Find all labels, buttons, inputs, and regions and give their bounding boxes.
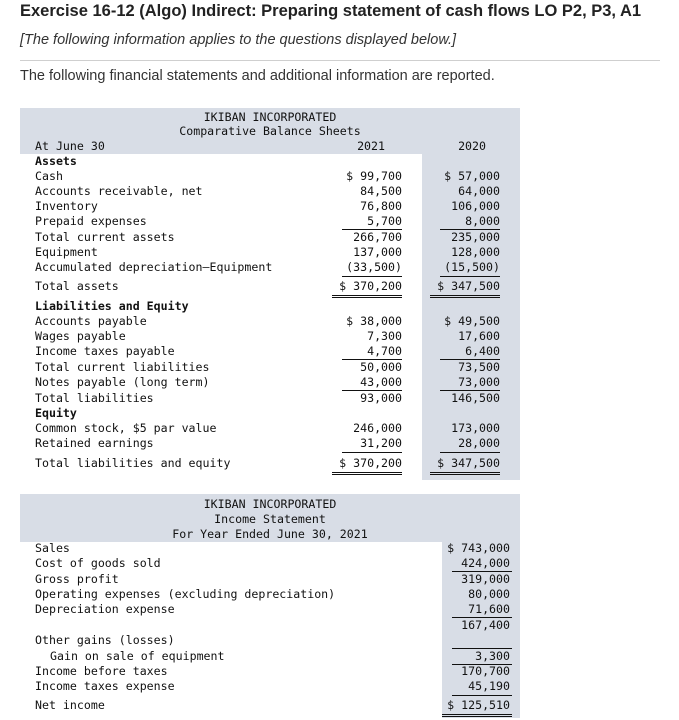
row-label: Income taxes payable	[35, 344, 175, 358]
row-value: $ 125,510	[447, 698, 510, 712]
exercise-subtitle: [The following information applies to the questions displayed below.]	[20, 32, 457, 48]
value-2020: 64,000	[458, 184, 500, 198]
table-row	[20, 199, 520, 214]
value-2021: 31,200	[360, 436, 402, 450]
value-2021: 266,700	[353, 230, 402, 244]
row-label: Inventory	[35, 199, 98, 213]
row-label: Other gains (losses)	[35, 633, 175, 647]
value-2021: 246,000	[353, 421, 402, 435]
row-label: Retained earnings	[35, 436, 154, 450]
table-row	[20, 633, 520, 648]
table-row	[20, 169, 520, 184]
value-2020: 235,000	[451, 230, 500, 244]
row-label: Gain on sale of equipment	[50, 649, 225, 663]
value-2021: (33,500)	[346, 260, 402, 274]
row-label: Wages payable	[35, 329, 126, 343]
table-row	[20, 456, 520, 471]
value-2020: 28,000	[458, 436, 500, 450]
table-row	[20, 329, 520, 344]
row-value: 71,600	[468, 602, 510, 616]
value-2020: 146,500	[451, 391, 500, 405]
table-row	[20, 245, 520, 260]
table-row	[20, 698, 520, 713]
value-2021: 137,000	[353, 245, 402, 259]
value-2020: $ 57,000	[444, 169, 500, 183]
table-row	[20, 344, 520, 359]
bs-date-label: At June 30	[35, 139, 105, 153]
row-label: Common stock, $5 par value	[35, 421, 217, 435]
row-label: Operating expenses (excluding depreciation)	[35, 587, 336, 601]
value-2020: (15,500)	[444, 260, 500, 274]
row-label: Net income	[35, 698, 105, 712]
value-2021: $ 370,200	[339, 279, 402, 293]
row-label: Total liabilities and equity	[35, 456, 231, 470]
row-label: Equipment	[35, 245, 98, 259]
value-2021: $ 370,200	[339, 456, 402, 470]
row-label: Total current assets	[35, 230, 175, 244]
row-value: 3,300	[475, 649, 510, 663]
value-2021: 84,500	[360, 184, 402, 198]
is-company-name: IKIBAN INCORPORATED	[203, 497, 337, 511]
bs-statement-title: Comparative Balance Sheets	[179, 124, 361, 138]
value-2021: 43,000	[360, 375, 402, 389]
row-label: Accounts payable	[35, 314, 147, 328]
value-2020: 17,600	[458, 329, 500, 343]
is-statement-title: Income Statement	[214, 512, 326, 526]
row-label: Cash	[35, 169, 63, 183]
table-row	[20, 279, 520, 294]
table-row	[20, 436, 520, 451]
value-2020: 73,000	[458, 375, 500, 389]
intro-text: The following financial statements and additional information are reported.	[20, 68, 495, 84]
table-row	[20, 214, 520, 229]
row-label: Prepaid expenses	[35, 214, 147, 228]
balance-sheet-panel	[20, 108, 520, 480]
row-label: Cost of goods sold	[35, 556, 161, 570]
row-value: $ 743,000	[447, 541, 510, 555]
row-value: 424,000	[461, 556, 510, 570]
row-value: 319,000	[461, 572, 510, 586]
value-2021: $ 99,700	[346, 169, 402, 183]
table-row	[20, 184, 520, 199]
row-label: Income taxes expense	[35, 679, 175, 693]
row-label: Total current liabilities	[35, 360, 210, 374]
row-label: Sales	[35, 541, 70, 555]
row-label: Income before taxes	[35, 664, 168, 678]
table-row	[20, 587, 520, 602]
value-2021: 5,700	[367, 214, 402, 228]
bs-liabilities-heading: Liabilities and Equity	[35, 299, 189, 313]
table-row	[20, 541, 520, 556]
value-2020: 8,000	[465, 214, 500, 228]
value-2021: 50,000	[360, 360, 402, 374]
exercise-title: Exercise 16-12 (Algo) Indirect: Preparing statement of cash flows LO P2, P3, A1	[20, 2, 642, 20]
table-row	[20, 572, 520, 587]
table-row	[20, 375, 520, 390]
row-label: Depreciation expense	[35, 602, 175, 616]
value-2021: 93,000	[360, 391, 402, 405]
value-2021: $ 38,000	[346, 314, 402, 328]
value-2021: 76,800	[360, 199, 402, 213]
bs-year-2021: 2021	[357, 139, 385, 153]
value-2020: 173,000	[451, 421, 500, 435]
table-row	[20, 556, 520, 571]
bs-company-name: IKIBAN INCORPORATED	[203, 110, 337, 124]
row-label: Notes payable (long term)	[35, 375, 210, 389]
bs-equity-heading: Equity	[35, 406, 77, 420]
table-row	[20, 602, 520, 617]
row-label: Gross profit	[35, 572, 119, 586]
table-row	[20, 391, 520, 406]
bs-year-2020: 2020	[458, 139, 486, 153]
income-statement-panel	[20, 494, 520, 718]
row-value: 167,400	[461, 618, 510, 632]
value-2020: 6,400	[465, 344, 500, 358]
value-2020: $ 49,500	[444, 314, 500, 328]
table-row	[20, 314, 520, 329]
bs-assets-heading: Assets	[35, 154, 77, 168]
value-2020: $ 347,500	[437, 279, 500, 293]
row-label: Total liabilities	[35, 391, 154, 405]
table-row	[20, 649, 520, 664]
row-value: 170,700	[461, 664, 510, 678]
is-period: For Year Ended June 30, 2021	[172, 527, 368, 541]
table-row	[20, 260, 520, 275]
row-label: Total assets	[35, 279, 119, 293]
row-value: 45,190	[468, 679, 510, 693]
table-row	[20, 230, 520, 245]
row-label: Accumulated depreciation—Equipment	[35, 260, 273, 274]
value-2020: $ 347,500	[437, 456, 500, 470]
value-2021: 4,700	[367, 344, 402, 358]
table-row	[20, 679, 520, 694]
table-row	[20, 618, 520, 633]
income-statement-header	[20, 494, 520, 542]
row-value: 80,000	[468, 587, 510, 601]
table-row	[20, 664, 520, 679]
divider	[20, 60, 660, 61]
table-row	[20, 360, 520, 375]
value-2020: 73,500	[458, 360, 500, 374]
value-2020: 128,000	[451, 245, 500, 259]
value-2020: 106,000	[451, 199, 500, 213]
table-row	[20, 421, 520, 436]
row-label: Accounts receivable, net	[35, 184, 203, 198]
value-2021: 7,300	[367, 329, 402, 343]
